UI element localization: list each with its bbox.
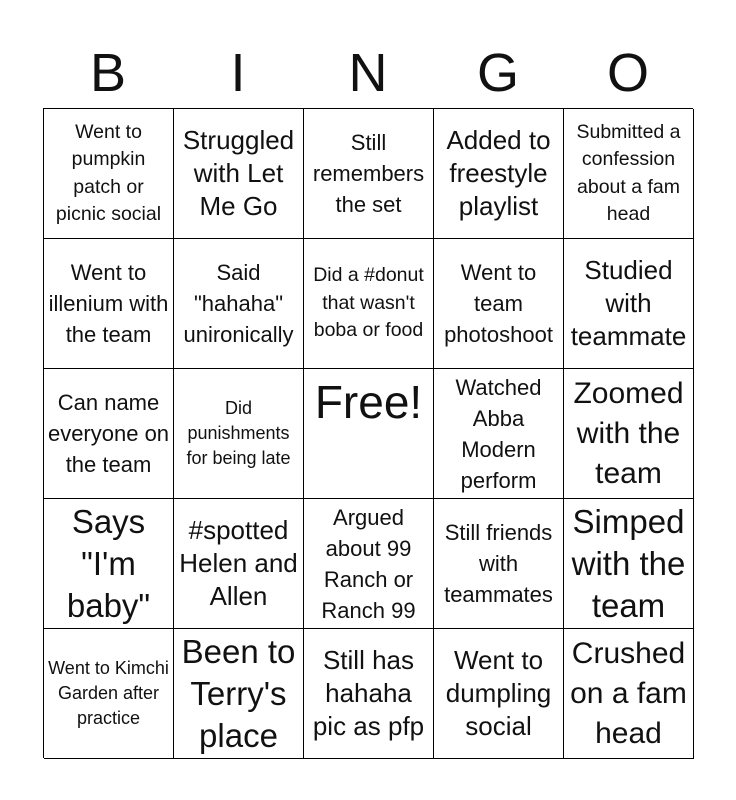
bingo-cell-label: Went to illenium with the team — [48, 260, 169, 347]
bingo-cell[interactable] — [434, 369, 564, 499]
bingo-cell-free[interactable] — [304, 369, 434, 499]
bingo-cell-label: Submitted a confession about a fam head — [576, 120, 681, 225]
bingo-cell[interactable] — [304, 239, 434, 369]
bingo-cell-label: Struggled with Let Me Go — [182, 125, 295, 221]
bingo-cell-label: Can name everyone on the team — [47, 390, 170, 477]
bingo-cell[interactable] — [564, 499, 694, 629]
bingo-cell[interactable] — [434, 239, 564, 369]
bingo-cell[interactable] — [44, 239, 174, 369]
bingo-cell[interactable] — [44, 369, 174, 499]
bingo-cell[interactable] — [44, 499, 174, 629]
header-letter-b: B — [89, 43, 127, 103]
bingo-cell[interactable] — [564, 629, 694, 759]
bingo-cell[interactable] — [304, 109, 434, 239]
bingo-cell[interactable] — [44, 109, 174, 239]
header-letter-o: O — [606, 43, 649, 103]
bingo-cell[interactable] — [564, 109, 694, 239]
bingo-cell-label: Went to team photoshoot — [444, 260, 553, 347]
bingo-cell[interactable] — [174, 109, 304, 239]
bingo-cell-label: Still friends with teammates — [444, 520, 553, 607]
bingo-cell[interactable] — [304, 629, 434, 759]
bingo-cell-label: Did a #donut that wasn't boba or food — [313, 264, 424, 342]
bingo-cell-label: Said "hahaha" unironically — [183, 260, 294, 347]
bingo-header — [43, 40, 693, 106]
bingo-cell-label: Been to Terry's place — [181, 632, 296, 754]
bingo-cell[interactable] — [174, 499, 304, 629]
bingo-cell-label: Still remembers the set — [312, 130, 425, 217]
header-letter-n: N — [348, 43, 388, 103]
bingo-cell-label: Did punishments for being late — [186, 398, 291, 468]
bingo-cell-label: Went to pumpkin patch or picnic social — [55, 120, 162, 225]
bingo-cell[interactable] — [564, 239, 694, 369]
bingo-cell-label: Still has hahaha pic as pfp — [312, 645, 425, 741]
bingo-cell-label: Crushed on a fam head — [570, 636, 687, 750]
bingo-cell-label: Studied with teammate — [570, 255, 687, 351]
bingo-cell-label: Zoomed with the team — [573, 376, 684, 490]
bingo-cell[interactable] — [174, 629, 304, 759]
bingo-cell[interactable] — [304, 499, 434, 629]
bingo-cell-label: Added to freestyle playlist — [446, 125, 551, 221]
bingo-cell-label: Went to Kimchi Garden after practice — [48, 658, 169, 728]
bingo-cell[interactable] — [564, 369, 694, 499]
bingo-cell[interactable] — [434, 629, 564, 759]
bingo-cell-label: Simped with the team — [571, 502, 686, 624]
bingo-cell-label: Watched Abba Modern perform — [455, 374, 542, 493]
bingo-cell[interactable] — [174, 369, 304, 499]
header-letter-g: G — [476, 43, 519, 103]
bingo-cell[interactable] — [434, 109, 564, 239]
free-space-label: Free! — [314, 375, 423, 428]
bingo-cell-label: Argued about 99 Ranch or Ranch 99 — [321, 504, 416, 623]
bingo-cell[interactable] — [434, 499, 564, 629]
bingo-grid — [43, 108, 693, 758]
bingo-cell-label: #spotted Helen and Allen — [179, 515, 298, 611]
bingo-cell-label: Went to dumpling social — [445, 645, 552, 741]
header-letter-i: I — [230, 43, 246, 103]
bingo-cell-label: Says "I'm baby" — [66, 502, 151, 624]
bingo-cell[interactable] — [174, 239, 304, 369]
bingo-cell[interactable] — [44, 629, 174, 759]
